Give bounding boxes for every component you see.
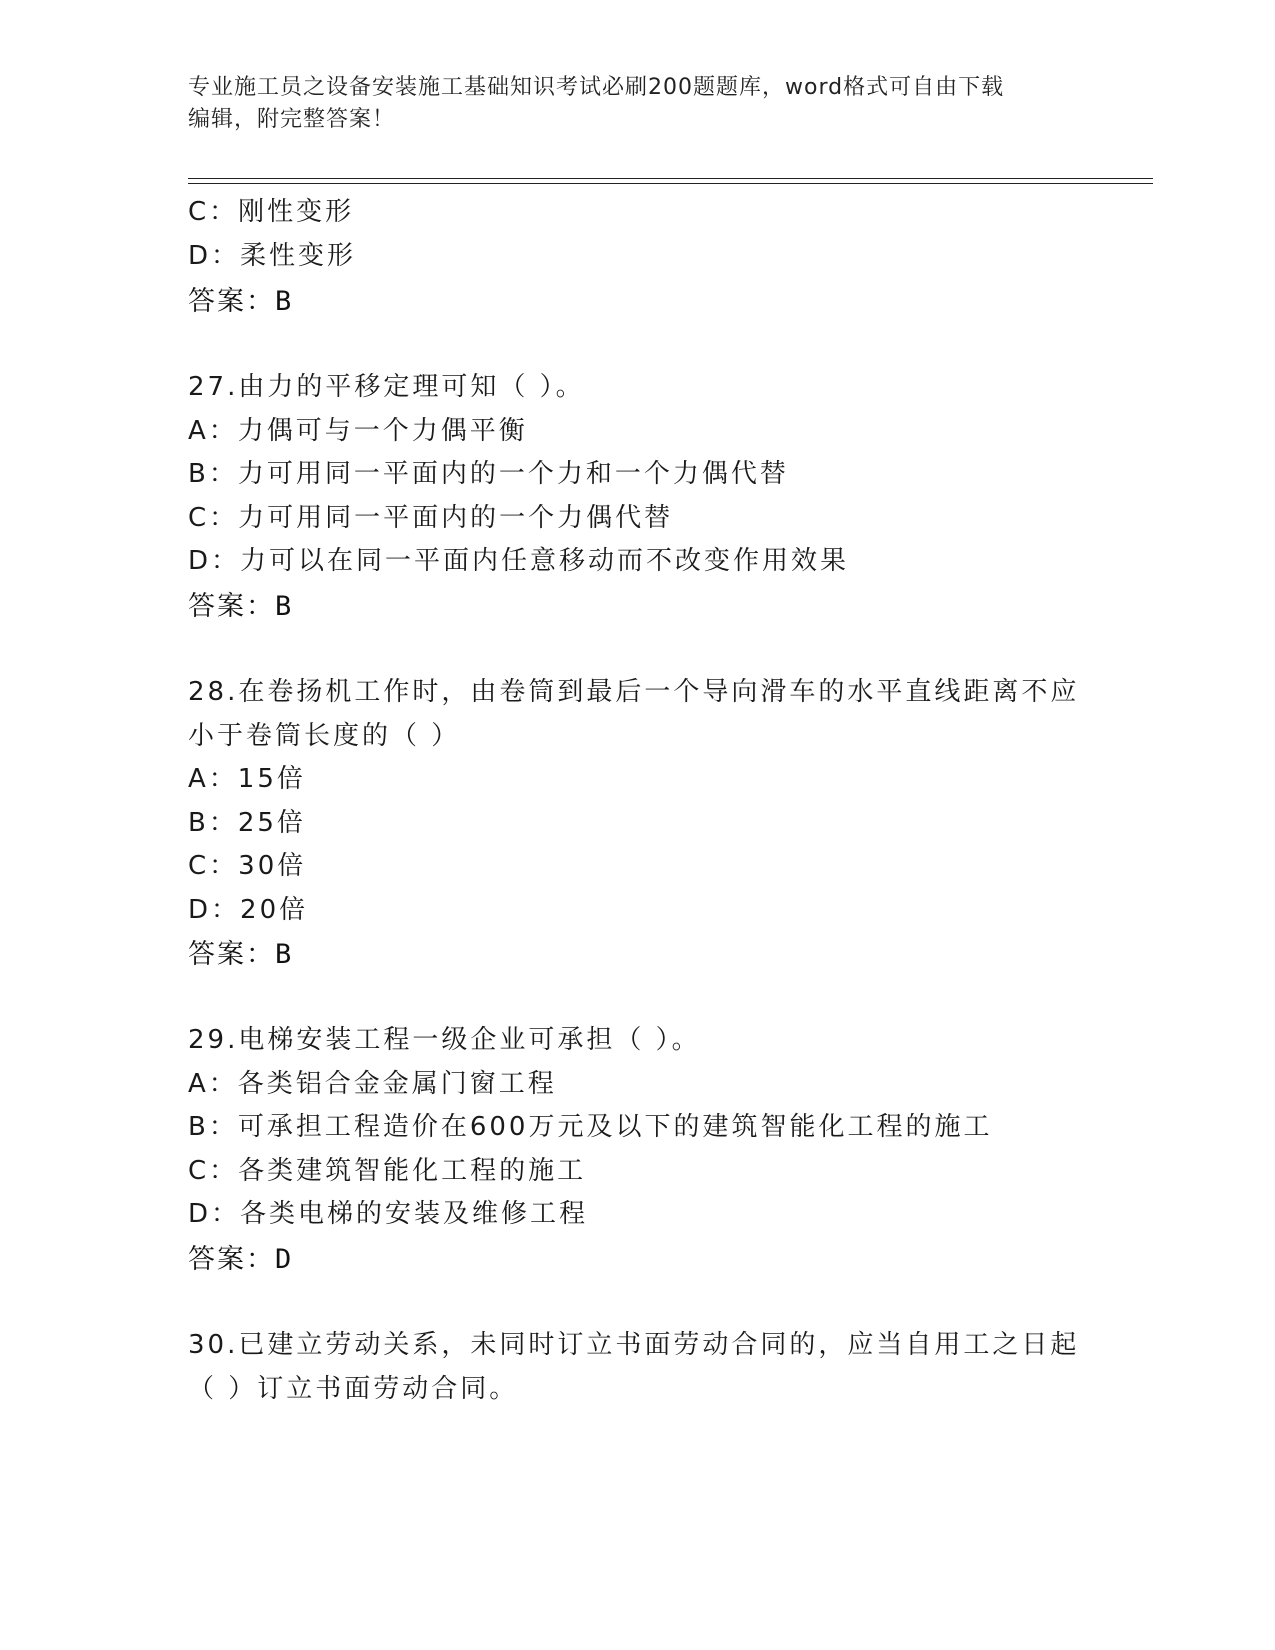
answer-label: 答案： [188,939,275,970]
q27-answer [188,584,291,623]
q26-option-d: D：柔性变形 [188,241,357,271]
q29-option-d: D：各类电梯的安装及维修工程 [188,1199,589,1229]
q27-option-d: D：力可以在同一平面内任意移动而不改变作用效果 [188,546,850,576]
q28-option-a: A：15倍 [188,764,306,794]
q29-option-a: A：各类铝合金金属门窗工程 [188,1069,557,1099]
answer-label: 答案： [188,591,275,622]
answer-label: 答案： [188,1244,275,1275]
q28-option-c: C：30倍 [188,851,307,881]
q30-stem-line-2: （ ）订立书面劳动合同。 [188,1374,519,1404]
answer-value: B [275,591,292,622]
answer-value: D [275,1244,292,1275]
q27-stem: 27.由力的平移定理可知（ ）。 [188,372,585,402]
q28-stem-line-2: 小于卷筒长度的（ ） [188,721,461,751]
answer-value: B [275,286,292,317]
q28-option-b: B：25倍 [188,808,306,838]
q29-option-c: C：各类建筑智能化工程的施工 [188,1156,587,1186]
q28-answer [188,932,291,971]
q30-stem-line-1: 30.已建立劳动关系，未同时订立书面劳动合同的，应当自用工之日起 [188,1330,1080,1360]
header-title-line-2: 编辑，附完整答案！ [188,107,396,132]
q28-stem-line-1: 28.在卷扬机工作时，由卷筒到最后一个导向滑车的水平直线距离不应 [188,677,1080,707]
answer-label: 答案： [188,286,275,317]
q27-option-a: A：力偶可与一个力偶平衡 [188,416,528,446]
q29-answer [188,1237,291,1276]
q27-option-c: C：力可用同一平面内的一个力偶代替 [188,503,674,533]
page-header [188,72,1088,136]
q28-option-d: D：20倍 [188,895,309,925]
answer-value: B [275,939,292,970]
header-title-line-1: 专业施工员之设备安装施工基础知识考试必刷200题题库，word格式可自由下载 [188,75,1005,100]
q26-answer [188,279,291,318]
header-divider-bottom [188,183,1153,184]
q27-option-b: B：力可用同一平面内的一个力和一个力偶代替 [188,459,789,489]
q29-option-b: B：可承担工程造价在600万元及以下的建筑智能化工程的施工 [188,1112,993,1142]
q29-stem: 29.电梯安装工程一级企业可承担（ ）。 [188,1025,701,1055]
header-divider-top [188,178,1153,179]
q26-option-c: C：刚性变形 [188,197,355,227]
